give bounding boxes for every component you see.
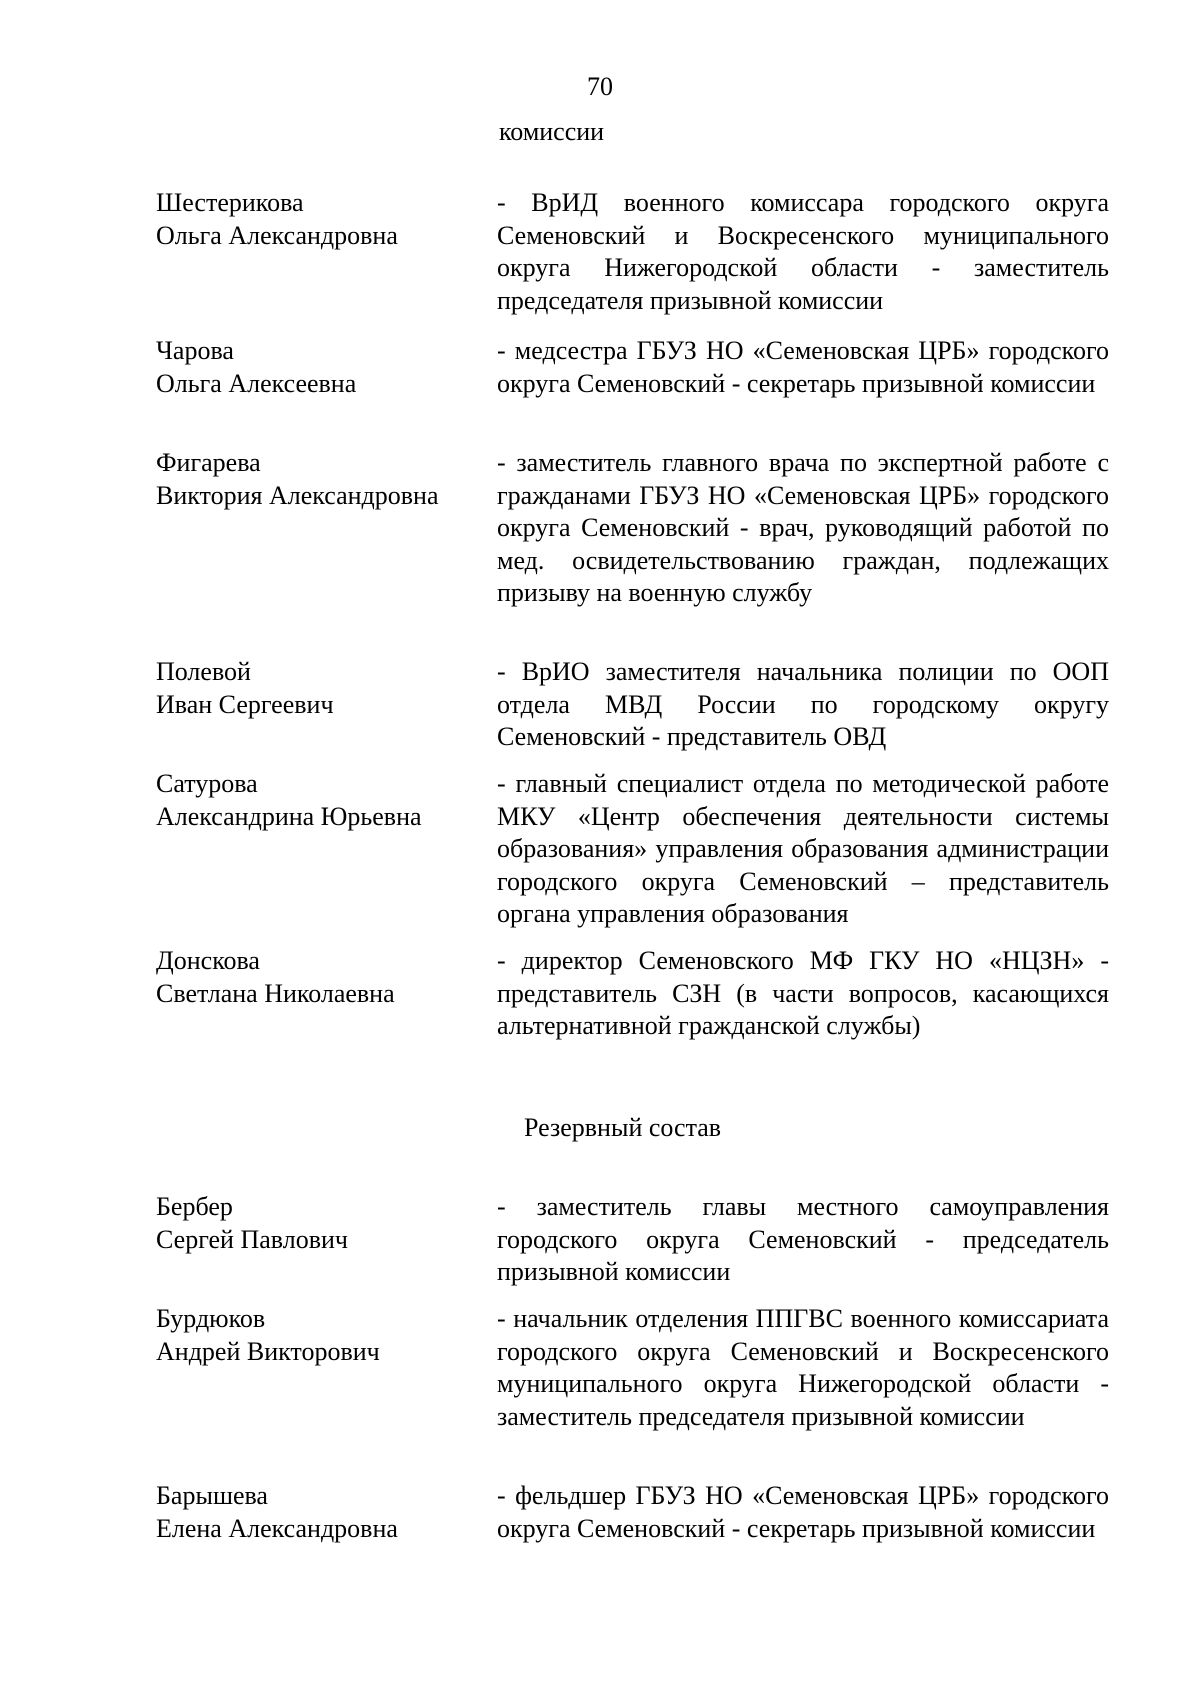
member-person xyxy=(156,447,497,610)
member-role: - заместитель главного врача по экспертной работе с гражданами ГБУЗ НО «Семеновская ЦРБ» городского округа Семеновский - врач, руководящий работой по мед. освидетельствованию граждан, подлежащих призыву на военную службу xyxy=(497,448,1109,607)
member-role: - фельдшер ГБУЗ НО «Семеновская ЦРБ» городского округа Семеновский - секретарь призывной комиссии xyxy=(497,1481,1109,1543)
member-surname: Барышева xyxy=(156,1481,268,1510)
reserve-member-entry xyxy=(156,1191,1109,1289)
member-person xyxy=(156,656,497,754)
member-entry xyxy=(156,187,1109,317)
member-surname: Шестерикова xyxy=(156,188,304,217)
member-person xyxy=(156,945,497,1043)
member-entry xyxy=(156,945,1109,1043)
member-role: - ВрИД военного комиссара городского округа Семеновский и Воскресенского муниципального округа Нижегородской области - заместитель председателя призывной комиссии xyxy=(497,188,1109,315)
member-person xyxy=(156,1303,497,1433)
member-name: Елена Александровна xyxy=(156,1513,398,1543)
member-role: - главный специалист отдела по методической работе МКУ «Центр обеспечения деятельности системы образования» управления образования администрации городского округа Семеновский – представитель органа управления образования xyxy=(497,769,1109,928)
member-surname: Донскова xyxy=(156,946,260,975)
member-surname: Бурдюков xyxy=(156,1304,266,1333)
member-entry xyxy=(156,335,1109,400)
member-person xyxy=(156,1191,497,1289)
continued-text: комиссии xyxy=(499,117,605,146)
member-entry xyxy=(156,656,1109,754)
member-name: Светлана Николаевна xyxy=(156,978,395,1008)
member-name: Виктория Александровна xyxy=(156,480,439,510)
member-surname: Чарова xyxy=(156,336,234,365)
member-name: Иван Сергеевич xyxy=(156,689,334,719)
member-role: - директор Семеновского МФ ГКУ НО «НЦЗН» - представитель СЗН (в части вопросов, касающихся альтернативной гражданской службы) xyxy=(497,946,1109,1040)
member-person xyxy=(156,768,497,931)
member-surname: Полевой xyxy=(156,657,251,686)
member-surname: Фигарева xyxy=(156,448,261,477)
member-name: Ольга Алексеевна xyxy=(156,368,357,398)
reserve-member-entry xyxy=(156,1303,1109,1433)
member-role: - заместитель главы местного самоуправления городского округа Семеновский - председатель призывной комиссии xyxy=(497,1192,1109,1286)
reserve-member-entry xyxy=(156,1480,1109,1545)
member-person xyxy=(156,187,497,317)
member-role: - медсестра ГБУЗ НО «Семеновская ЦРБ» городского округа Семеновский - секретарь призывной комиссии xyxy=(497,336,1109,398)
member-role: - начальник отделения ППГВС военного комиссариата городского округа Семеновский и Воскресенского муниципального округа Нижегородской области - заместитель председателя призывной комиссии xyxy=(497,1304,1109,1431)
member-surname: Сатурова xyxy=(156,769,258,798)
member-entry xyxy=(156,447,1109,610)
page-number: 70 xyxy=(587,72,613,101)
member-name: Сергей Павлович xyxy=(156,1224,348,1254)
member-role: - ВрИО заместителя начальника полиции по ООП отдела МВД России по городскому округу Семеновский - представитель ОВД xyxy=(497,657,1109,751)
member-entry xyxy=(156,768,1109,931)
member-name: Андрей Викторович xyxy=(156,1336,380,1366)
member-person xyxy=(156,1480,497,1545)
member-name: Александрина Юрьевна xyxy=(156,801,422,831)
member-person xyxy=(156,335,497,400)
member-name: Ольга Александровна xyxy=(156,220,398,250)
member-surname: Бербер xyxy=(156,1192,233,1221)
reserve-heading: Резервный состав xyxy=(524,1113,722,1142)
